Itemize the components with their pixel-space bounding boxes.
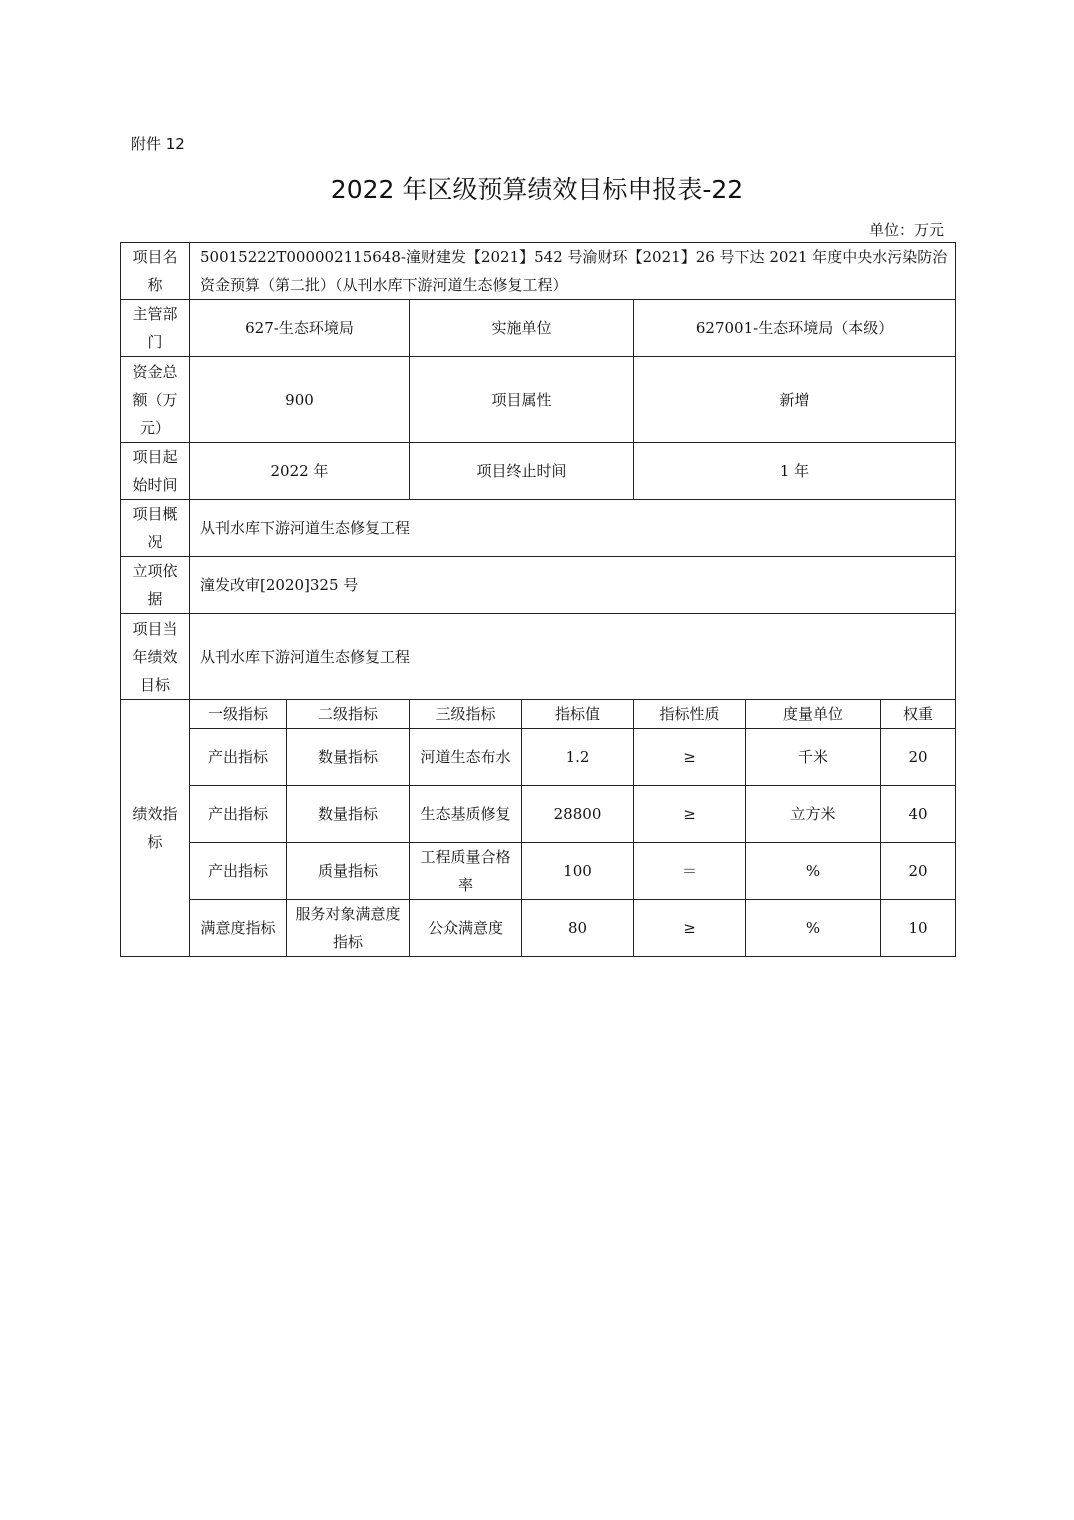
indicator-level2: 质量指标 [287,843,410,900]
indicator-level1: 满意度指标 [190,900,287,957]
indicator-unit: 立方米 [746,786,881,843]
indicator-level2: 数量指标 [287,786,410,843]
dept-value: 627-生态环境局 [190,300,410,357]
start-value: 2022 年 [190,443,410,500]
attr-label: 项目属性 [410,357,634,443]
table-row [121,786,956,843]
header-value: 指标值 [522,700,634,729]
end-value: 1 年 [634,443,956,500]
impl-value: 627001-生态环境局（本级） [634,300,956,357]
goal-label: 项目当年绩效目标 [121,614,190,700]
unit-label: 单位：万元 [868,221,944,239]
row-department [121,300,956,357]
row-fund [121,357,956,443]
row-basis [121,557,956,614]
basis-value: 潼发改审[2020]325 号 [190,557,956,614]
indicator-level3: 工程质量合格率 [410,843,522,900]
indicator-level3: 生态基质修复 [410,786,522,843]
budget-target-table [120,242,956,957]
indicator-unit: 千米 [746,729,881,786]
end-label: 项目终止时间 [410,443,634,500]
indicator-header-row [121,700,956,729]
page-title: 2022 年区级预算绩效目标申报表-22 [330,175,744,204]
indicator-section-label: 绩效指标 [121,700,190,957]
indicator-weight: 10 [881,900,956,957]
indicator-weight: 40 [881,786,956,843]
header-level1: 一级指标 [190,700,287,729]
start-label: 项目起始时间 [121,443,190,500]
indicator-level1: 产出指标 [190,843,287,900]
project-name-value: 50015222T000002115648-潼财建发【2021】542 号渝财环【2021】26 号下达 2021 年度中央水污染防治资金预算（第二批）（从刊水库下游河道生态修复工程） [190,243,956,300]
indicator-weight: 20 [881,843,956,900]
header-unit: 度量单位 [746,700,881,729]
indicator-value: 1.2 [522,729,634,786]
indicator-level1: 产出指标 [190,729,287,786]
fund-value: 900 [190,357,410,443]
project-name-label: 项目名称 [121,243,190,300]
dept-label: 主管部门 [121,300,190,357]
header-level2: 二级指标 [287,700,410,729]
indicator-value: 28800 [522,786,634,843]
overview-value: 从刊水库下游河道生态修复工程 [190,500,956,557]
table-row [121,729,956,786]
attr-value: 新增 [634,357,956,443]
indicator-nature: ≥ [634,786,746,843]
indicator-nature: ＝ [634,843,746,900]
indicator-value: 100 [522,843,634,900]
table-row [121,900,956,957]
header-level3: 三级指标 [410,700,522,729]
indicator-value: 80 [522,900,634,957]
indicator-level3: 公众满意度 [410,900,522,957]
overview-label: 项目概况 [121,500,190,557]
indicator-level2: 服务对象满意度指标 [287,900,410,957]
indicator-nature: ≥ [634,900,746,957]
row-time [121,443,956,500]
indicator-weight: 20 [881,729,956,786]
indicator-level1: 产出指标 [190,786,287,843]
indicator-unit: % [746,900,881,957]
fund-label: 资金总额（万元） [121,357,190,443]
attachment-label: 附件 12 [131,135,185,153]
table-row [121,843,956,900]
indicator-nature: ≥ [634,729,746,786]
indicator-level3: 河道生态布水 [410,729,522,786]
row-goal [121,614,956,700]
indicator-level2: 数量指标 [287,729,410,786]
impl-label: 实施单位 [410,300,634,357]
header-nature: 指标性质 [634,700,746,729]
row-project-name [121,243,956,300]
indicator-unit: % [746,843,881,900]
row-overview [121,500,956,557]
goal-value: 从刊水库下游河道生态修复工程 [190,614,956,700]
basis-label: 立项依据 [121,557,190,614]
header-weight: 权重 [881,700,956,729]
